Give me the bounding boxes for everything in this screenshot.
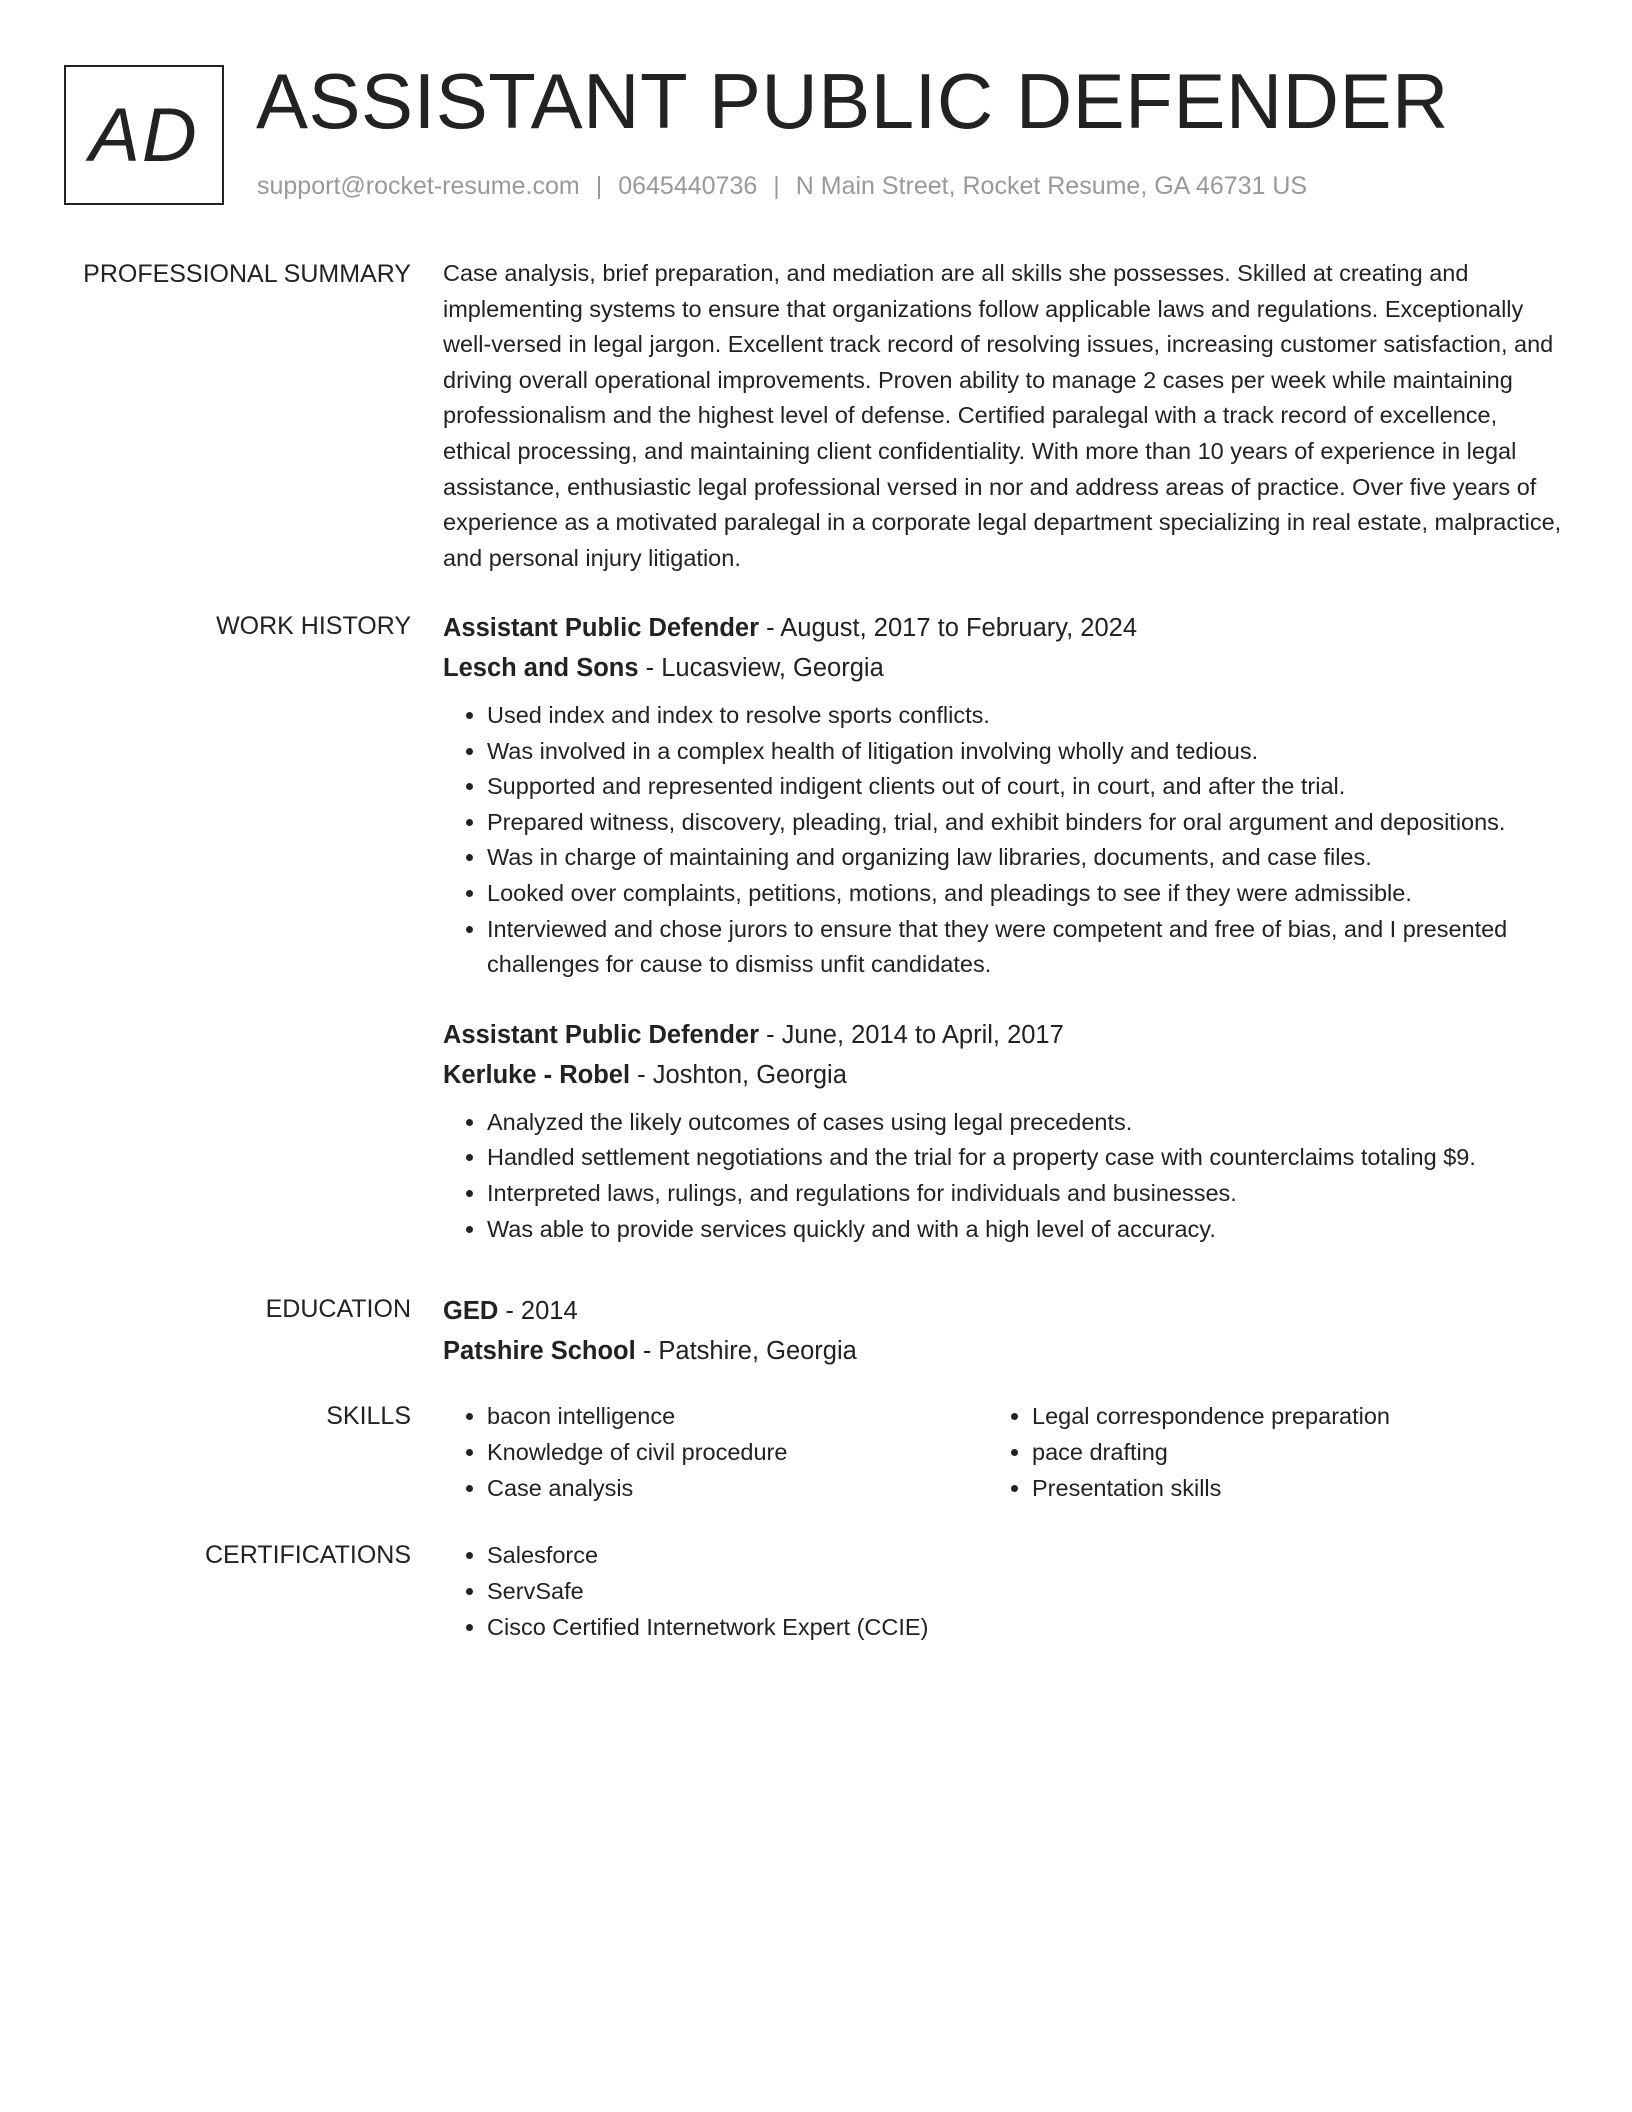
job-bullet: • Was able to provide services quickly and with a high level of accuracy. [487,1212,1568,1248]
job-bullets [443,698,1568,983]
skills-list [988,1398,1533,1506]
job-bullet: • Supported and represented indigent clients out of court, in court, and after the trial. [487,769,1568,805]
job-bullet: • Used index and index to resolve sports conflicts. [487,698,1568,734]
skill-item: • Legal correspondence preparation [1032,1398,1533,1434]
job-title: Assistant Public Defender [443,614,759,642]
job-bullet: • Interviewed and chose jurors to ensure that they were competent and free of bias, and I presented challenges for cause to dismiss unfit candidates. [487,912,1568,983]
section-label-education: EDUCATION [265,1295,411,1323]
work-history-body [443,608,1568,1247]
job-bullet: • Handled settlement negotiations and the trial for a property case with counterclaims totaling $9. [487,1140,1568,1176]
skills-grid [443,1398,1568,1506]
contact-separator: | [595,172,603,200]
job-bullet: • Was involved in a complex health of litigation involving wholly and tedious. [487,734,1568,770]
job-company-line [443,648,1568,688]
certification-item: • Salesforce [487,1537,1568,1573]
job-company-line [443,1055,1568,1095]
education-degree-line [443,1291,1568,1331]
job-dates: - June, 2014 to April, 2017 [759,1020,1064,1049]
skills-list [443,1398,988,1506]
job-title-line [443,1015,1568,1055]
job-location: - Lucasview, Georgia [638,654,884,682]
summary-text: Case analysis, brief preparation, and mediation are all skills she possesses. Skilled at creating and implementing systems to ensure that organizations follow applicable laws and regulations. Exceptionally well-versed in legal jargon. Excellent track record of resolving issues, increasing customer satisfaction, and driving overall operational improvements. Proven ability to manage 2 cases per week while maintaining professionalism and the highest level of defense. Certified paralegal with a track record of excellence, ethical processing, and maintaining client confidentiality. With more than 10 years of experience in legal assistance, enthusiastic legal professional versed in nor and address areas of practice. Over five years of experience as a motivated paralegal in a corporate legal department specializing in real estate, malpractice, and personal injury litigation. [443,260,1562,571]
certification-item: • Cisco Certified Internetwork Expert (CCIE) [487,1609,1568,1645]
certifications-body [443,1537,1568,1645]
certifications-list [443,1537,1568,1645]
job-title-line [443,608,1568,648]
job-bullet: • Was in charge of maintaining and organizing law libraries, documents, and case files. [487,840,1568,876]
skill-item: • Presentation skills [1032,1470,1533,1506]
section-label-summary: PROFESSIONAL SUMMARY [83,260,411,288]
contact-separator: | [773,172,780,200]
job-dates: - August, 2017 to February, 2024 [759,614,1138,642]
contact-address: N Main Street, Rocket Resume, GA 46731 US [795,172,1308,200]
contact-phone: 0645440736 [618,172,758,200]
skills-column-left [443,1398,988,1506]
skill-item: • pace drafting [1032,1434,1533,1470]
job-bullet: • Analyzed the likely outcomes of cases using legal precedents. [487,1105,1568,1141]
job-bullets [443,1105,1568,1247]
summary-body [443,256,1568,576]
job-company: Lesch and Sons [443,654,639,682]
certification-item: • ServSafe [487,1573,1568,1609]
education-year: - 2014 [498,1297,578,1325]
job-bullet: • Prepared witness, discovery, pleading, trial, and exhibit binders for oral argument and depositions. [487,805,1568,841]
job-company: Kerluke - Robel [443,1060,631,1089]
skill-item: • bacon intelligence [487,1398,988,1434]
contact-line [257,172,1307,201]
education-degree: GED [443,1297,499,1325]
job-location: - Joshton, Georgia [630,1060,847,1089]
skills-column-right [988,1398,1533,1506]
education-school-line [443,1331,1568,1371]
skill-item: • Case analysis [487,1470,988,1506]
job-entry [443,608,1568,983]
job-bullet: • Interpreted laws, rulings, and regulations for individuals and businesses. [487,1176,1568,1212]
monogram-badge: AD [64,65,224,205]
section-label-certifications: CERTIFICATIONS [204,1541,411,1569]
section-label-work-history: WORK HISTORY [216,612,411,640]
job-entry [443,1015,1568,1247]
education-location: - Patshire, Georgia [635,1337,857,1365]
section-label-skills: SKILLS [326,1402,411,1430]
job-title: Assistant Public Defender [443,1020,759,1049]
education-school: Patshire School [443,1337,636,1365]
education-body [443,1291,1568,1371]
resume-name-title: ASSISTANT PUBLIC DEFENDER [256,57,1449,145]
contact-email: support@rocket-resume.com [257,172,580,200]
skills-body [443,1398,1568,1506]
skill-item: • Knowledge of civil procedure [487,1434,988,1470]
job-bullet: • Looked over complaints, petitions, motions, and pleadings to see if they were admissible. [487,876,1568,912]
